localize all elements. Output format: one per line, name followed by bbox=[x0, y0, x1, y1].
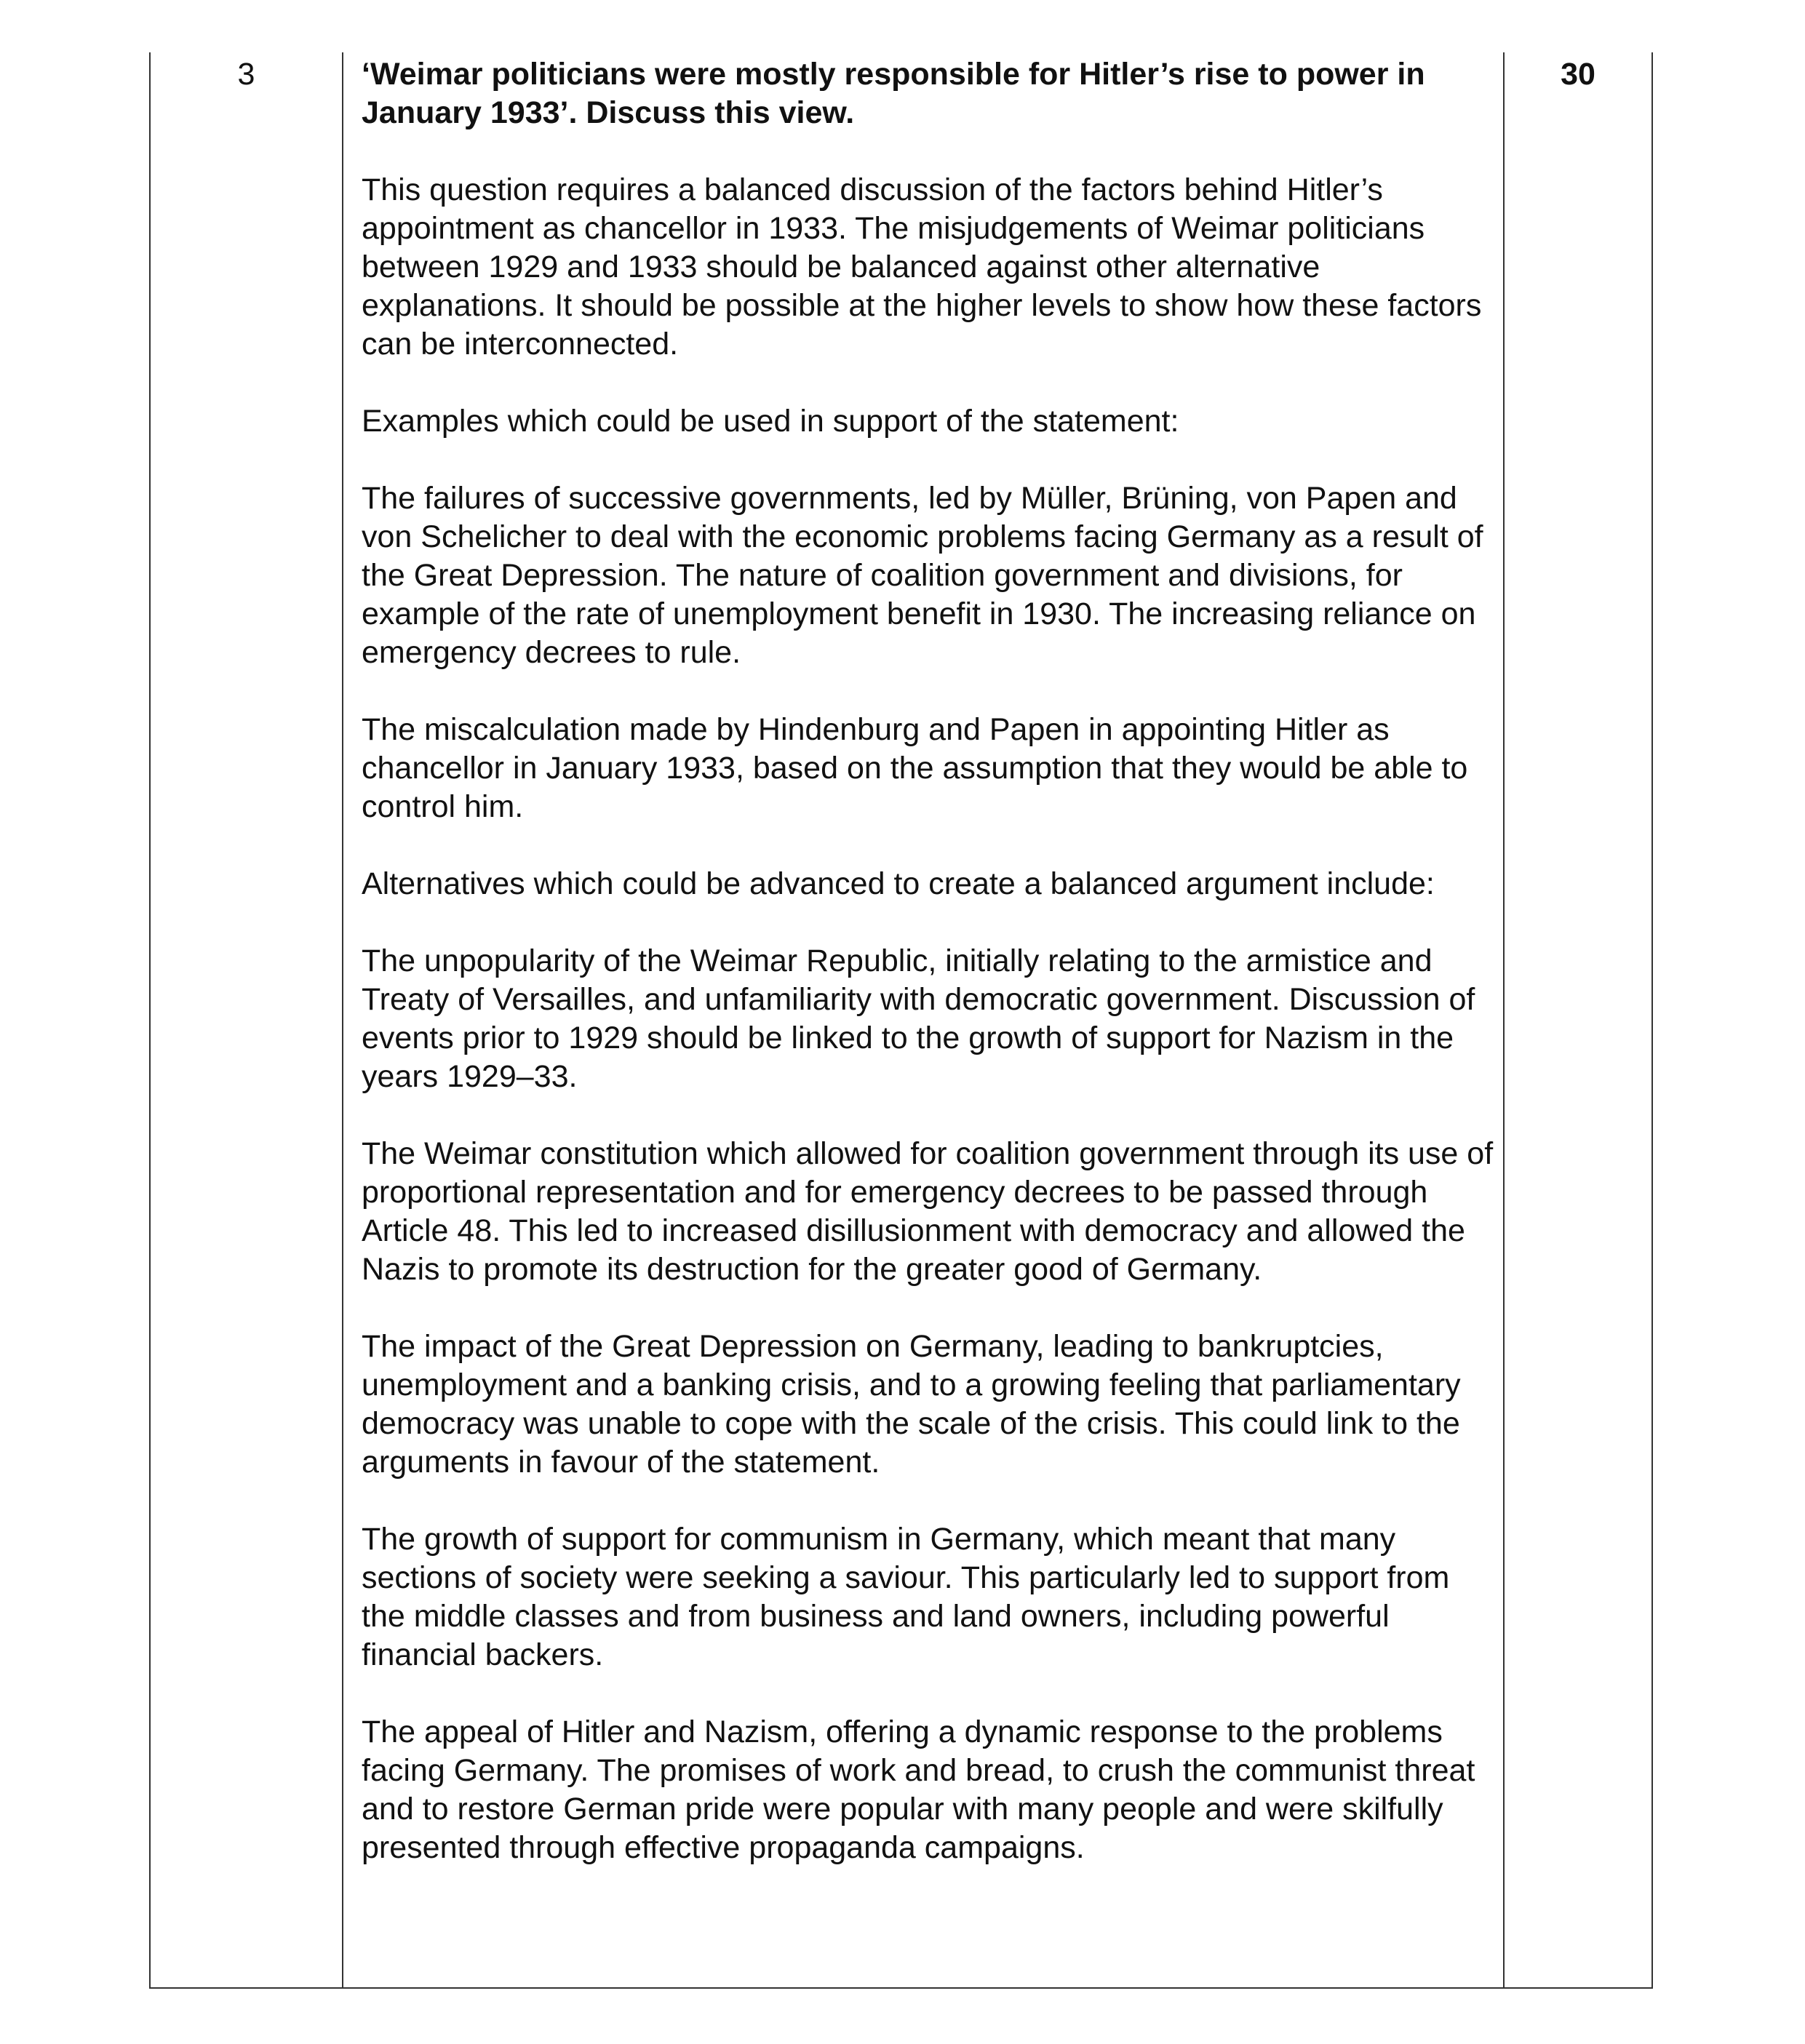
question-marks: 30 bbox=[1561, 57, 1595, 92]
column-divider bbox=[342, 52, 343, 1987]
question-content bbox=[362, 55, 1497, 1867]
column-divider bbox=[1503, 52, 1505, 1987]
support-point: The miscalculation made by Hindenburg and Papen in appointing Hitler as chancellor in January 1933, based on the assumption that they would be able to control him. bbox=[362, 712, 1468, 824]
alternative-point: The impact of the Great Depression on Germany, leading to bankruptcies, unemployment and a banking crisis, and to a growing feeling that parliamentary democracy was unable to cope with the scale of the crisis. This could link to the arguments in favour of the statement. bbox=[362, 1329, 1461, 1480]
support-point: The failures of successive governments, led by Müller, Brüning, von Papen and von Schelicher to deal with the economic problems facing Germany as a result of the Great Depression. The nature of coalition government and divisions, for example of the rate of unemployment benefit in 1930. The increasing reliance on emergency decrees to rule. bbox=[362, 481, 1483, 670]
alternative-point: The growth of support for communism in Germany, which meant that many sections of society were seeking a saviour. This particularly led to support from the middle classes and from business and land owners, including powerful financial backers. bbox=[362, 1522, 1450, 1672]
question-number: 3 bbox=[237, 57, 255, 92]
guidance-paragraph: This question requires a balanced discussion of the factors behind Hitler’s appointment as chancellor in 1933. The misjudgements of Weimar politicians between 1929 and 1933 should be balanced against other alternative explanations. It should be possible at the higher levels to show how these factors can be interconnected. bbox=[362, 172, 1482, 362]
alternative-point: The unpopularity of the Weimar Republic, initially relating to the armistice and Treaty of Versailles, and unfamiliarity with democratic government. Discussion of events prior to 1929 should be linked to the growth of support for Nazism in the years 1929–33. bbox=[362, 943, 1475, 1094]
alternative-point: The appeal of Hitler and Nazism, offering a dynamic response to the problems facing Germany. The promises of work and bread, to crush the communist threat and to restore German pride were popular with many people and were skilfully presented through effective propaganda campaigns. bbox=[362, 1714, 1475, 1865]
mark-scheme-table bbox=[149, 52, 1653, 1989]
question-title: ‘Weimar politicians were mostly responsible for Hitler’s rise to power in January 1933’. Discuss this view. bbox=[362, 57, 1425, 130]
support-heading: Examples which could be used in support of the statement: bbox=[362, 404, 1179, 439]
alternatives-heading: Alternatives which could be advanced to create a balanced argument include: bbox=[362, 866, 1435, 901]
alternative-point: The Weimar constitution which allowed for coalition government through its use of proportional representation and for emergency decrees to be passed through Article 48. This led to increased disillusionment with democracy and allowed the Nazis to promote its destruction for the greater good of Germany. bbox=[362, 1136, 1494, 1287]
